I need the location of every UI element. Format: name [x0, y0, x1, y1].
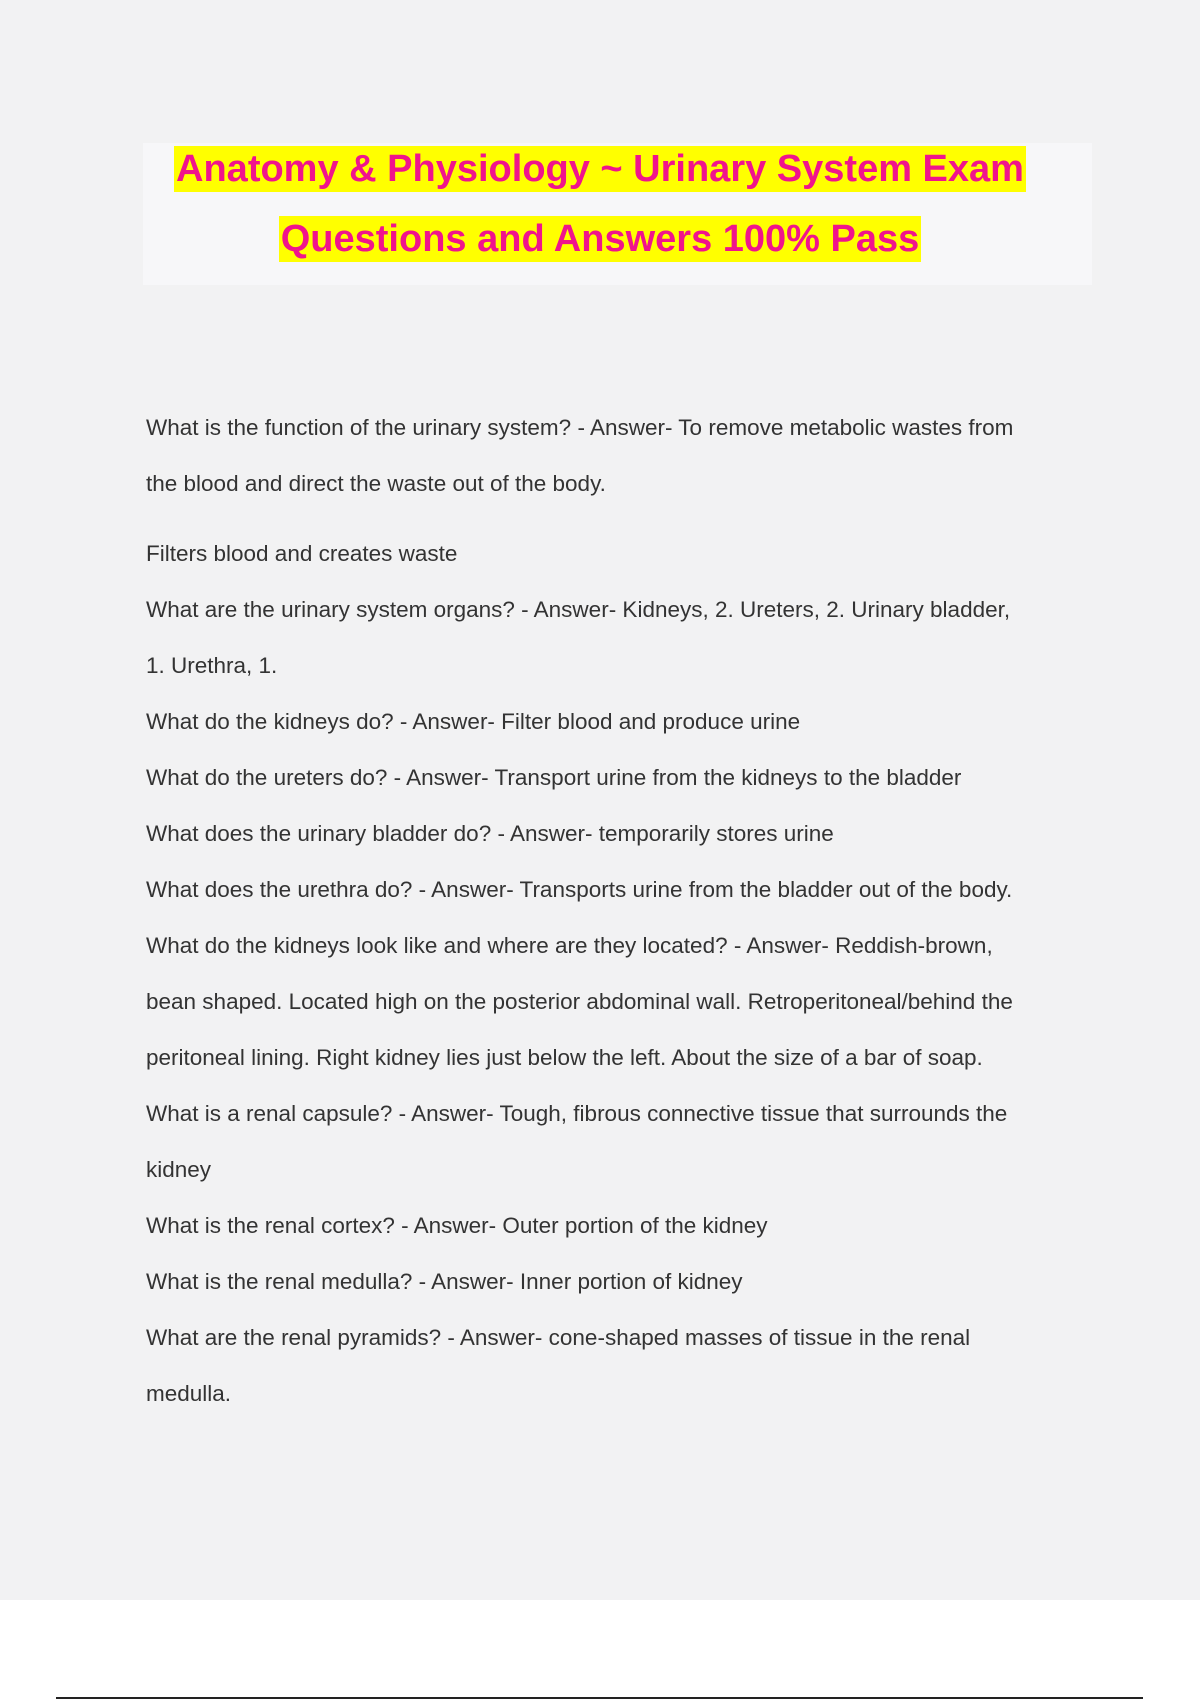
qa-line: What does the urethra do? - Answer- Transports urine from the bladder out of the body. [146, 877, 1013, 902]
qa-line: What do the kidneys do? - Answer- Filter blood and produce urine [146, 709, 801, 734]
qa-line: the blood and direct the waste out of the body. [146, 471, 606, 496]
qa-line: What does the urinary bladder do? - Answer- temporarily stores urine [146, 821, 834, 846]
page-title-line-1 [0, 146, 1200, 192]
title-line-1-text: Anatomy & Physiology ~ Urinary System Exam [176, 148, 1024, 190]
qa-line: What are the urinary system organs? - Answer- Kidneys, 2. Ureters, 2. Urinary bladder, [146, 597, 1011, 622]
qa-line: What is the function of the urinary system? - Answer- To remove metabolic wastes from [146, 415, 1014, 440]
qa-content [146, 400, 1106, 1422]
qa-line: What do the ureters do? - Answer- Transport urine from the kidneys to the bladder [146, 765, 962, 790]
qa-line: Filters blood and creates waste [146, 541, 458, 566]
qa-line: peritoneal lining. Right kidney lies just below the left. About the size of a bar of soap. [146, 1045, 983, 1070]
qa-line: What are the renal pyramids? - Answer- cone-shaped masses of tissue in the renal [146, 1325, 971, 1350]
qa-line: bean shaped. Located high on the posterior abdominal wall. Retroperitoneal/behind the [146, 989, 1013, 1014]
qa-line: kidney [146, 1157, 212, 1182]
qa-line: 1. Urethra, 1. [146, 653, 278, 678]
qa-line: What is the renal medulla? - Answer- Inner portion of kidney [146, 1269, 743, 1294]
page-divider [56, 1697, 1143, 1699]
qa-line: What is a renal capsule? - Answer- Tough, fibrous connective tissue that surrounds the [146, 1101, 1008, 1126]
qa-line: What is the renal cortex? - Answer- Outer portion of the kidney [146, 1213, 768, 1238]
qa-line: What do the kidneys look like and where are they located? - Answer- Reddish-brown, [146, 933, 993, 958]
page-title-line-2 [0, 216, 1200, 262]
title-line-2-text: Questions and Answers 100% Pass [280, 218, 920, 260]
qa-line: medulla. [146, 1381, 232, 1406]
